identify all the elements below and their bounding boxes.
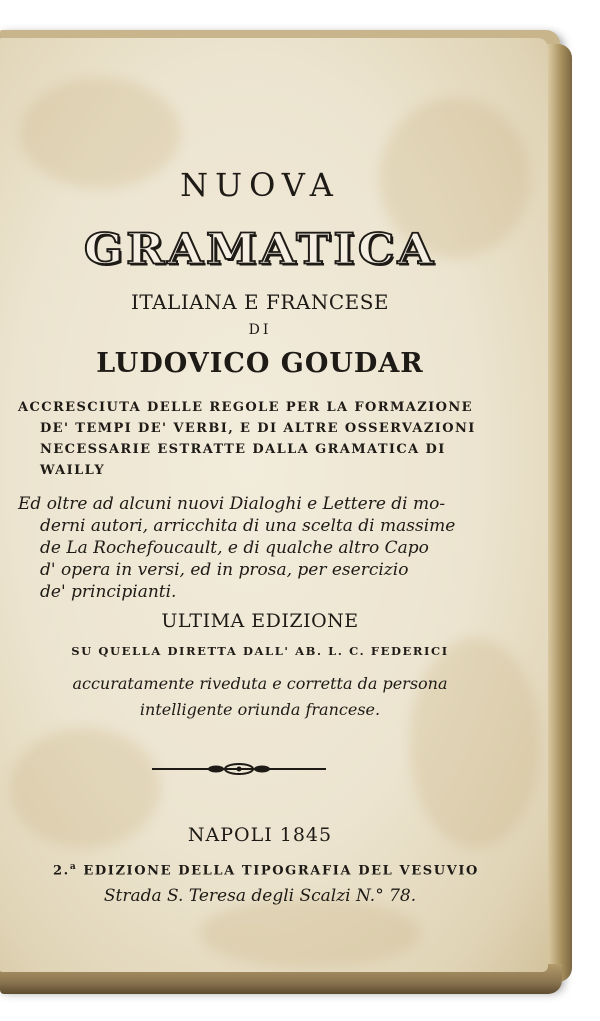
- italic-note-line: Ed oltre ad alcuni nuovi Dialoghi e Lettere di mo-: [18, 494, 446, 514]
- printer-superscript: a: [69, 862, 78, 872]
- title-gramatica: GRAMATICA: [83, 224, 437, 274]
- printer-edition-number: 2.: [53, 863, 70, 879]
- description-line: DE' TEMPI DE' VERBI, E DI ALTRE OSSERVAZIONI: [40, 421, 476, 436]
- revision-line: accuratamente riveduta e corretta da persona: [72, 674, 448, 693]
- ornament-divider: [150, 760, 328, 778]
- title-page: [0, 38, 548, 972]
- edition-label: ULTIMA EDIZIONE: [161, 610, 359, 632]
- italic-note-line: de' principianti.: [40, 582, 177, 602]
- subtitle-languages: ITALIANA E FRANCESE: [130, 290, 390, 314]
- title-nuova: NUOVA: [180, 166, 340, 204]
- printer-name: EDIZIONE DELLA TIPOGRAFIA DEL VESUVIO: [77, 863, 479, 879]
- author-name: LUDOVICO GOUDAR: [96, 348, 424, 379]
- edition-source: SU QUELLA DIRETTA DALL' AB. L. C. FEDERICI: [71, 644, 449, 658]
- description-line: WAILLY: [40, 463, 106, 478]
- description-line: ACCRESCIUTA DELLE REGOLE PER LA FORMAZIONE: [18, 400, 473, 415]
- italic-note-line: d' opera in versi, ed in prosa, per esercizio: [40, 560, 409, 580]
- italic-note-line: derni autori, arricchita di una scelta di massime: [40, 516, 456, 536]
- italic-note-line: de La Rochefoucault, e di qualche altro Capo: [40, 538, 429, 558]
- printer-address: Strada S. Teresa degli Scalzi N.° 78.: [103, 886, 417, 906]
- by-label: DI: [248, 322, 272, 338]
- description-line: NECESSARIE ESTRATTE DALLA GRAMATICA DI: [40, 442, 446, 457]
- place-year: NAPOLI 1845: [187, 824, 333, 846]
- revision-line: intelligente oriunda francese.: [139, 700, 381, 719]
- printer-line: [6, 862, 526, 878]
